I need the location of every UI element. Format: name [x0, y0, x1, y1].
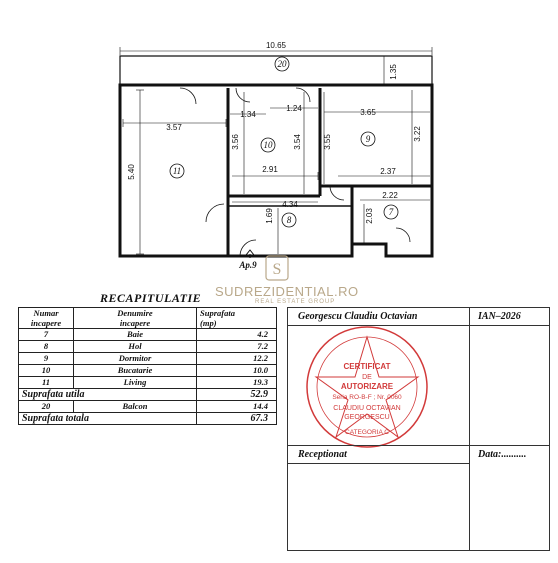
- stamp-line7: CATEGORIA C: [345, 429, 389, 436]
- stamp-line1: CERTIFICAT: [343, 362, 391, 371]
- useful-area-row: Suprafata utila 52.9: [19, 389, 277, 401]
- table-row: 11 Living 19.3: [19, 377, 277, 389]
- sheet-divider: [469, 308, 470, 445]
- dim-kitchen-side-right: 3.54: [293, 134, 302, 150]
- dim-kitchen-side-left: 3.56: [231, 134, 240, 150]
- dim-hall-height: 1.69: [265, 208, 274, 224]
- recap-header-row: [19, 308, 277, 329]
- stamp-line3: AUTORIZARE: [340, 382, 394, 391]
- door-entrance: [240, 240, 256, 256]
- stamp-line5: CLAUDIU OCTAVIAN: [333, 405, 401, 412]
- door-living: [180, 88, 196, 104]
- watermark-brand: SUDREZIDENTIAL.RO: [215, 284, 359, 299]
- door-kitchen: [236, 88, 250, 102]
- table-row: 10 Bucatarie 10.0: [19, 365, 277, 377]
- room-number-living: 11: [172, 166, 182, 176]
- door-hall: [206, 204, 224, 222]
- room-number-kitchen: 10: [263, 140, 273, 150]
- total-area-row: Suprafata totala 67.3: [19, 413, 277, 425]
- table-row: 9 Dormitor 12.2: [19, 353, 277, 365]
- dim-balcony-depth: 1.35: [389, 64, 398, 80]
- dimension-lines: [120, 47, 432, 254]
- stamp-line4: Seria RO-B-F ; Nr. 0060: [332, 394, 402, 401]
- table-row: 7 Baie 4.2: [19, 329, 277, 341]
- received-label: Receptionat: [298, 449, 347, 460]
- room-number-bath: 7: [388, 207, 394, 217]
- sheet-date: IAN–2026: [478, 311, 521, 322]
- dim-bedroom-bottom: 2.37: [380, 167, 396, 176]
- dim-kitchen-top: 1.24: [286, 104, 302, 113]
- dim-bedroom-left: 3.55: [323, 134, 332, 150]
- header-number: Numar incapere: [19, 308, 74, 329]
- room-number-hall: 8: [286, 215, 292, 225]
- door-bedroom-small: [330, 186, 344, 200]
- sheet-divider: [469, 445, 470, 550]
- header-name: Denumire incapere: [74, 308, 197, 329]
- stamp-line2: DE: [362, 374, 372, 381]
- signature-sheet: [287, 307, 550, 551]
- dim-hall-width: 4.34: [282, 200, 298, 209]
- door-bath: [396, 228, 410, 242]
- recap-table: [18, 307, 277, 425]
- dim-living-height: 5.40: [127, 164, 136, 180]
- dim-bedroom-height: 3.22: [413, 126, 422, 142]
- apartment-label: Ap.9: [239, 260, 257, 270]
- watermark-logo: [266, 256, 288, 280]
- dim-kitchen-left: 1.34: [240, 110, 256, 119]
- door-bedroom: [296, 88, 310, 102]
- room-number-bedroom: 9: [365, 134, 371, 144]
- sheet-divider: [288, 463, 469, 464]
- watermark-tagline: REAL ESTATE GROUP: [255, 299, 336, 305]
- dim-bedroom-width: 3.65: [360, 108, 376, 117]
- dim-kitchen-bottom: 2.91: [262, 165, 278, 174]
- dim-bath-height: 2.03: [365, 208, 374, 224]
- table-row: 20 Balcon 14.4: [19, 401, 277, 413]
- author-name: Georgescu Claudiu Octavian: [298, 311, 418, 322]
- stamp-line6: GEORGESCU: [344, 414, 390, 421]
- header-area: Suprafata (mp): [197, 308, 277, 329]
- dim-bath-width: 2.22: [382, 191, 398, 200]
- dim-total-width: 10.65: [265, 41, 287, 50]
- date-label: Data:..........: [478, 449, 527, 460]
- dim-living-width: 3.57: [166, 123, 182, 132]
- room-number-balcony: 20: [277, 59, 287, 69]
- sheet-divider: [288, 445, 549, 446]
- svg-text:S: S: [272, 261, 282, 278]
- recap-title: RECAPITULATIE: [100, 291, 202, 305]
- table-row: 8 Hol 7.2: [19, 341, 277, 353]
